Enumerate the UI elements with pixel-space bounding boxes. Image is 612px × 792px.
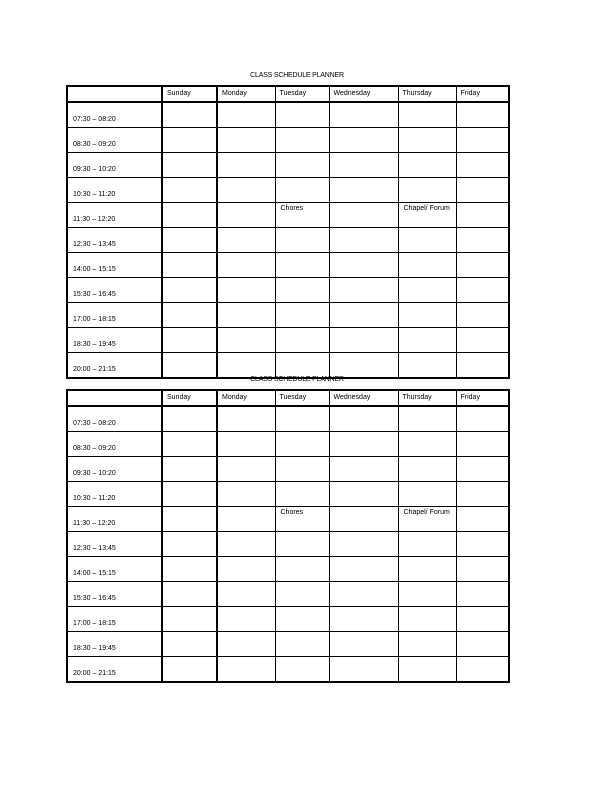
- time-slot: 09:30 – 10:20: [67, 457, 162, 482]
- day-header: Monday: [217, 390, 275, 406]
- schedule-cell[interactable]: [275, 432, 329, 457]
- time-slot: 14:00 – 15:15: [67, 253, 162, 278]
- table-row: [67, 228, 509, 253]
- time-slot: 17:00 – 18:15: [67, 303, 162, 328]
- schedule-cell[interactable]: [162, 582, 217, 607]
- schedule-cell[interactable]: [162, 328, 217, 353]
- time-slot: 12:30 – 13:45: [67, 532, 162, 557]
- table-row: [67, 406, 509, 432]
- schedule-cell[interactable]: [398, 102, 456, 128]
- schedule-cell[interactable]: [275, 153, 329, 178]
- schedule-cell[interactable]: [329, 102, 398, 128]
- time-slot: 20:00 – 21:15: [67, 657, 162, 683]
- planner-title: CLASS SCHEDULE PLANNER: [250, 376, 344, 383]
- table-row: [67, 532, 509, 557]
- schedule-cell[interactable]: [162, 128, 217, 153]
- schedule-cell[interactable]: [398, 178, 456, 203]
- day-header: Thursday: [398, 86, 456, 102]
- schedule-cell[interactable]: [456, 406, 509, 432]
- schedule-cell[interactable]: [275, 253, 329, 278]
- schedule-cell[interactable]: [275, 278, 329, 303]
- time-slot: 10:30 – 11:20: [67, 482, 162, 507]
- schedule-cell[interactable]: [398, 632, 456, 657]
- schedule-cell[interactable]: [275, 102, 329, 128]
- schedule-cell[interactable]: [456, 507, 509, 532]
- day-header: Friday: [456, 86, 509, 102]
- schedule-cell[interactable]: [275, 328, 329, 353]
- schedule-cell[interactable]: [398, 153, 456, 178]
- table-row: [67, 102, 509, 128]
- schedule-table: [66, 85, 510, 379]
- schedule-cell[interactable]: [275, 228, 329, 253]
- schedule-cell[interactable]: [162, 406, 217, 432]
- day-header: Tuesday: [275, 86, 329, 102]
- schedule-cell[interactable]: [456, 457, 509, 482]
- time-slot: 08:30 – 09:20: [67, 128, 162, 153]
- day-header: Tuesday: [275, 390, 329, 406]
- time-slot: 11:30 – 12:20: [67, 203, 162, 228]
- corner-cell: [67, 390, 162, 406]
- schedule-cell[interactable]: [329, 228, 398, 253]
- schedule-cell[interactable]: [217, 253, 275, 278]
- schedule-cell[interactable]: [217, 128, 275, 153]
- schedule-cell[interactable]: [162, 228, 217, 253]
- schedule-cell[interactable]: [162, 632, 217, 657]
- schedule-cell[interactable]: [456, 102, 509, 128]
- schedule-planner-1: [66, 71, 508, 379]
- schedule-cell[interactable]: [398, 406, 456, 432]
- schedule-cell[interactable]: [217, 557, 275, 582]
- schedule-cell[interactable]: [456, 432, 509, 457]
- schedule-cell[interactable]: [329, 532, 398, 557]
- table-row: [67, 278, 509, 303]
- schedule-table: [66, 389, 510, 683]
- table-row: [67, 203, 509, 228]
- schedule-cell[interactable]: [329, 632, 398, 657]
- day-header: Wednesday: [329, 86, 398, 102]
- schedule-cell[interactable]: [217, 482, 275, 507]
- schedule-cell[interactable]: [398, 557, 456, 582]
- schedule-cell[interactable]: [329, 328, 398, 353]
- schedule-cell[interactable]: [217, 203, 275, 228]
- time-slot: 17:00 – 18:15: [67, 607, 162, 632]
- table-row: [67, 432, 509, 457]
- schedule-cell[interactable]: [456, 278, 509, 303]
- time-slot: 09:30 – 10:20: [67, 153, 162, 178]
- schedule-cell[interactable]: [217, 328, 275, 353]
- schedule-cell[interactable]: [275, 557, 329, 582]
- schedule-cell[interactable]: [329, 406, 398, 432]
- day-header: Thursday: [398, 390, 456, 406]
- schedule-cell[interactable]: [398, 607, 456, 632]
- schedule-cell[interactable]: [162, 557, 217, 582]
- planner-title: CLASS SCHEDULE PLANNER: [250, 72, 344, 79]
- day-header: Friday: [456, 390, 509, 406]
- time-slot: 14:00 – 15:15: [67, 557, 162, 582]
- schedule-cell[interactable]: Chores: [275, 507, 329, 532]
- schedule-cell[interactable]: [217, 507, 275, 532]
- schedule-cell[interactable]: Chores: [275, 203, 329, 228]
- schedule-cell[interactable]: [275, 128, 329, 153]
- day-header: Monday: [217, 86, 275, 102]
- schedule-cell[interactable]: [329, 607, 398, 632]
- schedule-cell[interactable]: [456, 203, 509, 228]
- schedule-cell[interactable]: Chapel/ Forum: [398, 203, 456, 228]
- schedule-cell[interactable]: [217, 102, 275, 128]
- schedule-cell[interactable]: [329, 203, 398, 228]
- time-slot: 08:30 – 09:20: [67, 432, 162, 457]
- schedule-cell[interactable]: [217, 153, 275, 178]
- table-row: [67, 303, 509, 328]
- schedule-cell[interactable]: [398, 328, 456, 353]
- schedule-cell[interactable]: [275, 532, 329, 557]
- schedule-cell[interactable]: [329, 278, 398, 303]
- schedule-cell[interactable]: [329, 507, 398, 532]
- schedule-cell[interactable]: [456, 657, 509, 683]
- schedule-cell[interactable]: [329, 482, 398, 507]
- schedule-cell[interactable]: [162, 203, 217, 228]
- schedule-cell[interactable]: [217, 406, 275, 432]
- schedule-cell[interactable]: [329, 432, 398, 457]
- time-slot: 18:30 – 19:45: [67, 632, 162, 657]
- schedule-cell[interactable]: [162, 432, 217, 457]
- schedule-cell[interactable]: [398, 303, 456, 328]
- schedule-cell[interactable]: [329, 178, 398, 203]
- day-header: Sunday: [162, 390, 217, 406]
- schedule-cell[interactable]: [329, 128, 398, 153]
- time-slot: 18:30 – 19:45: [67, 328, 162, 353]
- schedule-cell[interactable]: [398, 253, 456, 278]
- table-row: [67, 328, 509, 353]
- schedule-cell[interactable]: [217, 432, 275, 457]
- schedule-cell[interactable]: [456, 303, 509, 328]
- schedule-cell[interactable]: [456, 607, 509, 632]
- schedule-cell[interactable]: [217, 582, 275, 607]
- schedule-cell[interactable]: [456, 228, 509, 253]
- table-row: [67, 253, 509, 278]
- schedule-cell[interactable]: [162, 253, 217, 278]
- table-row: [67, 128, 509, 153]
- schedule-cell[interactable]: [398, 432, 456, 457]
- table-row: [67, 607, 509, 632]
- header-row: [67, 86, 509, 102]
- schedule-cell[interactable]: [217, 303, 275, 328]
- schedule-cell[interactable]: [275, 457, 329, 482]
- schedule-cell[interactable]: [275, 607, 329, 632]
- schedule-cell[interactable]: [162, 278, 217, 303]
- schedule-cell[interactable]: [456, 482, 509, 507]
- schedule-cell[interactable]: [398, 582, 456, 607]
- schedule-cell[interactable]: [456, 532, 509, 557]
- schedule-cell[interactable]: [329, 457, 398, 482]
- schedule-cell[interactable]: [162, 532, 217, 557]
- schedule-cell[interactable]: [162, 102, 217, 128]
- schedule-cell[interactable]: [456, 557, 509, 582]
- schedule-cell[interactable]: [275, 482, 329, 507]
- schedule-cell[interactable]: [217, 178, 275, 203]
- corner-cell: [67, 86, 162, 102]
- schedule-cell[interactable]: [275, 178, 329, 203]
- table-row: [67, 457, 509, 482]
- schedule-cell[interactable]: [456, 582, 509, 607]
- schedule-cell[interactable]: [275, 657, 329, 683]
- schedule-cell[interactable]: [398, 278, 456, 303]
- schedule-cell[interactable]: [329, 253, 398, 278]
- schedule-cell[interactable]: [217, 632, 275, 657]
- schedule-cell[interactable]: [456, 178, 509, 203]
- time-slot: 07:30 – 08:20: [67, 102, 162, 128]
- schedule-cell[interactable]: [217, 228, 275, 253]
- schedule-cell[interactable]: [162, 482, 217, 507]
- schedule-cell[interactable]: [398, 482, 456, 507]
- time-slot: 10:30 – 11:20: [67, 178, 162, 203]
- schedule-cell[interactable]: [162, 657, 217, 683]
- schedule-cell[interactable]: [329, 657, 398, 683]
- schedule-cell[interactable]: [162, 607, 217, 632]
- time-slot: 20:00 – 21:15: [67, 353, 162, 379]
- schedule-cell[interactable]: [275, 632, 329, 657]
- schedule-cell[interactable]: [398, 128, 456, 153]
- schedule-cell[interactable]: [398, 228, 456, 253]
- schedule-cell[interactable]: [162, 507, 217, 532]
- schedule-cell[interactable]: [456, 128, 509, 153]
- schedule-cell[interactable]: [398, 457, 456, 482]
- table-row: [67, 153, 509, 178]
- table-row: [67, 657, 509, 683]
- table-row: [67, 557, 509, 582]
- schedule-cell[interactable]: [275, 303, 329, 328]
- schedule-cell[interactable]: [398, 532, 456, 557]
- schedule-planner-2: [66, 375, 508, 683]
- table-row: [67, 178, 509, 203]
- schedule-cell[interactable]: [329, 303, 398, 328]
- schedule-cell[interactable]: [456, 632, 509, 657]
- schedule-cell[interactable]: [162, 178, 217, 203]
- schedule-cell[interactable]: [275, 582, 329, 607]
- time-slot: 11:30 – 12:20: [67, 507, 162, 532]
- table-row: [67, 632, 509, 657]
- schedule-cell[interactable]: [162, 457, 217, 482]
- schedule-cell[interactable]: [456, 253, 509, 278]
- schedule-cell[interactable]: [217, 278, 275, 303]
- table-row: [67, 582, 509, 607]
- schedule-cell[interactable]: [162, 303, 217, 328]
- schedule-cell[interactable]: [217, 607, 275, 632]
- table-row: [67, 507, 509, 532]
- schedule-cell[interactable]: [329, 557, 398, 582]
- day-header: Sunday: [162, 86, 217, 102]
- schedule-cell[interactable]: [217, 457, 275, 482]
- schedule-cell[interactable]: [329, 582, 398, 607]
- schedule-cell[interactable]: [162, 153, 217, 178]
- schedule-cell[interactable]: [456, 153, 509, 178]
- schedule-cell[interactable]: [398, 657, 456, 683]
- schedule-cell[interactable]: [217, 657, 275, 683]
- table-row: [67, 482, 509, 507]
- header-row: [67, 390, 509, 406]
- schedule-cell[interactable]: [275, 406, 329, 432]
- time-slot: 15:30 – 16:45: [67, 278, 162, 303]
- schedule-cell[interactable]: [456, 328, 509, 353]
- schedule-cell[interactable]: [217, 532, 275, 557]
- time-slot: 15:30 – 16:45: [67, 582, 162, 607]
- time-slot: 07:30 – 08:20: [67, 406, 162, 432]
- time-slot: 12:30 – 13:45: [67, 228, 162, 253]
- schedule-cell[interactable]: [329, 153, 398, 178]
- day-header: Wednesday: [329, 390, 398, 406]
- schedule-cell[interactable]: Chapel/ Forum: [398, 507, 456, 532]
